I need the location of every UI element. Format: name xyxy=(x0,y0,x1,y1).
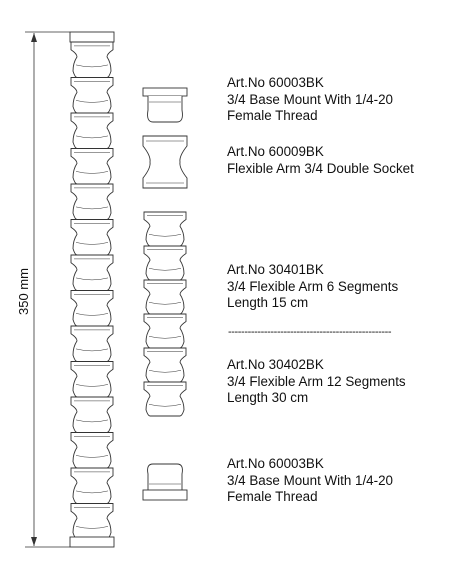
part-desc-line: 3/4 Base Mount With 1/4-20 xyxy=(227,472,393,488)
dimension-arrow-bottom xyxy=(31,537,37,546)
arm-segment xyxy=(71,78,113,114)
arm-segment xyxy=(71,504,113,540)
part-desc-line: Length 30 cm xyxy=(227,390,309,405)
flex-arm-segment xyxy=(144,382,186,416)
dimension-label: 350 mm xyxy=(16,268,31,315)
base-mount-top-part xyxy=(143,88,187,122)
arm-segment xyxy=(71,468,113,504)
flex-arm-segment xyxy=(144,314,186,348)
arm-segment xyxy=(71,220,113,256)
separator-dashes: -------------------------------------------------- xyxy=(228,326,392,338)
part-artno: Art.No 60003BK xyxy=(227,75,324,90)
part-label-base-mount-bottom xyxy=(227,456,393,506)
part-desc-line: Female Thread xyxy=(227,489,318,504)
flex-arm-segment xyxy=(144,212,186,246)
part-desc-line: Flexible Arm 3/4 Double Socket xyxy=(227,160,414,176)
arm-segment xyxy=(71,149,113,185)
arm-segment xyxy=(71,255,113,291)
exploded-parts-drawing xyxy=(143,88,187,500)
double-socket-part xyxy=(143,136,187,188)
part-desc-line: Female Thread xyxy=(227,108,318,123)
arm-segment xyxy=(71,113,113,149)
assembled-arm-drawing xyxy=(70,32,114,547)
part-desc-line: 3/4 Flexible Arm 6 Segments xyxy=(227,278,399,294)
part-desc-line: Length 15 cm xyxy=(227,295,309,310)
arm-segment xyxy=(71,362,113,398)
part-label-flex-arm-12 xyxy=(227,357,406,407)
arm-segment xyxy=(71,291,113,327)
flex-arm-segment xyxy=(144,348,186,382)
part-desc-line: 3/4 Base Mount With 1/4-20 xyxy=(227,91,393,107)
arm-bottom-cap xyxy=(70,537,114,547)
arm-segment xyxy=(71,42,113,78)
part-label-flex-arm-6 xyxy=(227,262,398,312)
part-label-base-mount-top xyxy=(227,75,393,125)
arm-segment xyxy=(71,326,113,362)
arm-segment xyxy=(71,184,113,220)
base-mount-bottom-part xyxy=(143,464,187,500)
part-artno: Art.No 30401BK xyxy=(227,262,324,277)
part-label-double-socket xyxy=(227,144,414,177)
flex-arm-segment xyxy=(144,246,186,280)
arm-segment xyxy=(71,433,113,469)
flex-arm-segment xyxy=(144,280,186,314)
part-artno: Art.No 30402BK xyxy=(227,357,324,372)
arm-top-cap xyxy=(70,32,114,42)
dimension-arrow-top xyxy=(31,33,37,42)
part-artno: Art.No 60009BK xyxy=(227,144,324,159)
part-desc-line: 3/4 Flexible Arm 12 Segments xyxy=(227,373,406,389)
arm-segment xyxy=(71,397,113,433)
part-artno: Art.No 60003BK xyxy=(227,456,324,471)
